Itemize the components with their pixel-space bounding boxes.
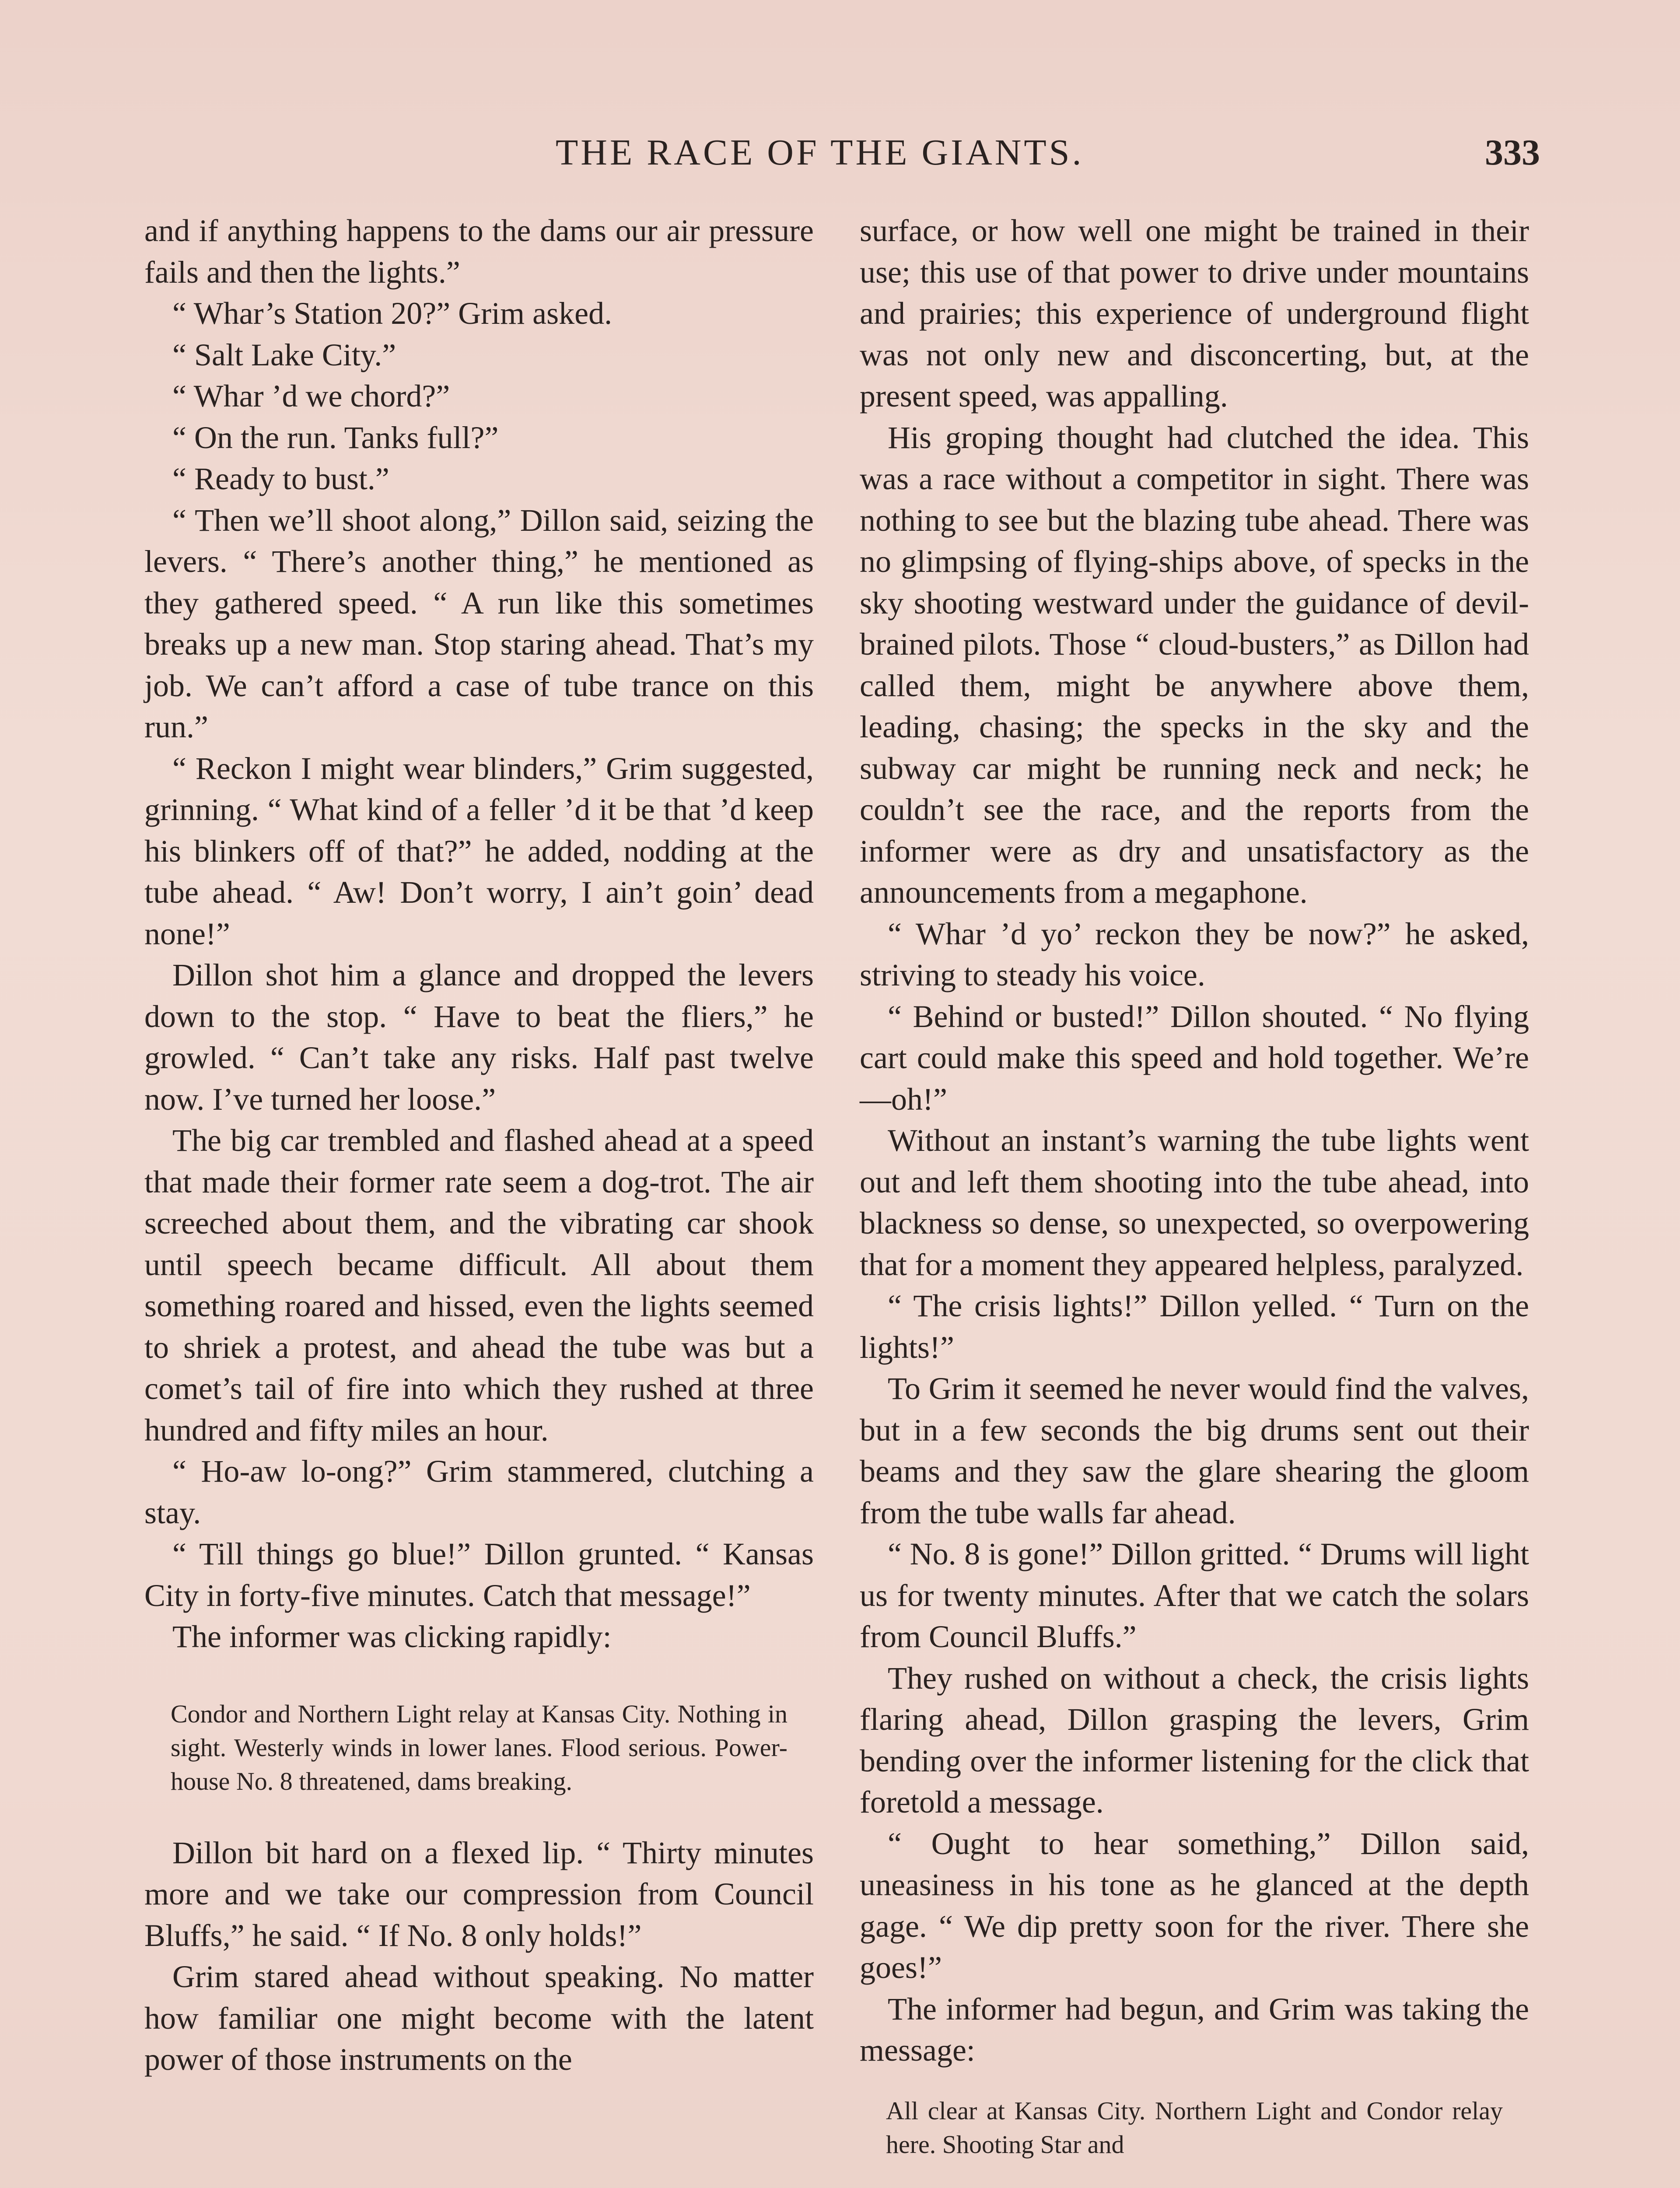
running-title: THE RACE OF THE GIANTS. xyxy=(556,132,1084,173)
paragraph: “ Ho-aw lo-ong?” Grim stammered, clutching a stay. xyxy=(144,1454,814,1530)
paragraph: His groping thought had clutched the idea. This was a race without a competitor in sight. There was nothing to see but the blazing tube ahead. There was no glimpsing of flying-ships above, of specks in the sky shooting westward under the guidance of devil-brained pilots. Those “ cloud-busters,” as Dillon had called them, might be anywhere above them, leading, chasing; the specks in the sky and the subway car might be running neck and neck; he couldn’t see the race, and the reports from the informer were as dry and unsatisfactory as the announcements from a megaphone. xyxy=(860,420,1529,910)
page-number: 333 xyxy=(1485,132,1540,173)
paragraph: Without an instant’s warning the tube lights went out and left them shooting into the tube ahead, into blackness so dense, so unexpected, so overpowering that for a moment they appeared helpless, paralyzed. xyxy=(860,1123,1529,1282)
paragraph: “ Whar’s Station 20?” Grim asked. xyxy=(172,296,612,331)
paragraph: “ Reckon I might wear blinders,” Grim suggested, grinning. “ What kind of a feller ’d it be that ’d keep his blinkers off of that?” he added, nodding at the tube ahead. “ Aw! Don’t worry, I ain’t goin’ dead none!” xyxy=(144,750,814,951)
paragraph: To Grim it seemed he never would find the valves, but in a few seconds the big drums sent out their beams and they saw the glare shearing the gloom from the tube walls far ahead. xyxy=(860,1371,1529,1530)
telegram-message: Condor and Northern Light relay at Kansas City. Nothing in sight. Westerly winds in lower lanes. Flood serious. Power-house No. 8 threatened, dams breaking. xyxy=(171,1699,788,1795)
page-header xyxy=(149,131,1540,179)
paragraph: “ On the run. Tanks full?” xyxy=(172,420,499,455)
paragraph: “ Behind or busted!” Dillon shouted. “ No flying cart could make this speed and hold together. We’re—oh!” xyxy=(860,999,1529,1117)
paragraph: They rushed on without a check, the crisis lights flaring ahead, Dillon grasping the levers, Grim bending over the informer listening for the click that foretold a message. xyxy=(860,1660,1529,1820)
paragraph: “ Whar ’d we chord?” xyxy=(172,379,450,414)
paragraph: “ Salt Lake City.” xyxy=(172,337,396,372)
right-column xyxy=(860,210,1529,2161)
paragraph: surface, or how well one might be trained in their use; this use of that power to drive under mountains and prairies; this experience of underground flight was not only new and disconcerting, but, at the present speed, was appalling. xyxy=(860,213,1529,414)
paragraph: “ Whar ’d yo’ reckon they be now?” he asked, striving to steady his voice. xyxy=(860,916,1529,992)
paragraph: “ The crisis lights!” Dillon yelled. “ Turn on the lights!” xyxy=(860,1288,1529,1365)
paragraph: “ Ready to bust.” xyxy=(172,461,389,496)
paragraph: “ No. 8 is gone!” Dillon gritted. “ Drums will light us for twenty minutes. After that we catch the solars from Council Bluffs.” xyxy=(860,1536,1529,1654)
paragraph: Grim stared ahead without speaking. No matter how familiar one might become with the latent power of those instruments on the xyxy=(144,1959,814,2077)
paragraph: Dillon shot him a glance and dropped the levers down to the stop. “ Have to beat the fliers,” he growled. “ Can’t take any risks. Half past twelve now. I’ve turned her loose.” xyxy=(144,957,814,1117)
paragraph: “ Ought to hear something,” Dillon said, uneasiness in his tone as he glanced at the depth gage. “ We dip pretty soon for the river. There she goes!” xyxy=(860,1826,1529,1985)
paragraph: and if anything happens to the dams our air pressure fails and then the lights.” xyxy=(144,213,814,290)
telegram-message: All clear at Kansas City. Northern Light and Condor relay here. Shooting Star and xyxy=(886,2096,1503,2159)
paragraph: The informer was clicking rapidly: xyxy=(172,1619,612,1654)
left-column xyxy=(144,210,814,2080)
paragraph: “ Till things go blue!” Dillon grunted. “ Kansas City in forty-five minutes. Catch that message!” xyxy=(144,1536,814,1613)
paragraph: The informer had begun, and Grim was taking the message: xyxy=(860,1991,1529,2068)
paragraph: The big car trembled and flashed ahead at a speed that made their former rate seem a dog-trot. The air screeched about them, and the vibrating car shook until speech became difficult. All about them something roared and hissed, even the lights seemed to shriek a protest, and ahead the tube was but a comet’s tail of fire into which they rushed at three hundred and fifty miles an hour. xyxy=(144,1123,814,1448)
paragraph: “ Then we’ll shoot along,” Dillon said, seizing the levers. “ There’s another thing,” he mentioned as they gathered speed. “ A run like this sometimes breaks up a new man. Stop staring ahead. That’s my job. We can’t afford a case of tube trance on this run.” xyxy=(144,502,814,744)
paragraph: Dillon bit hard on a flexed lip. “ Thirty minutes more and we take our compression from Council Bluffs,” he said. “ If No. 8 only holds!” xyxy=(144,1835,814,1953)
